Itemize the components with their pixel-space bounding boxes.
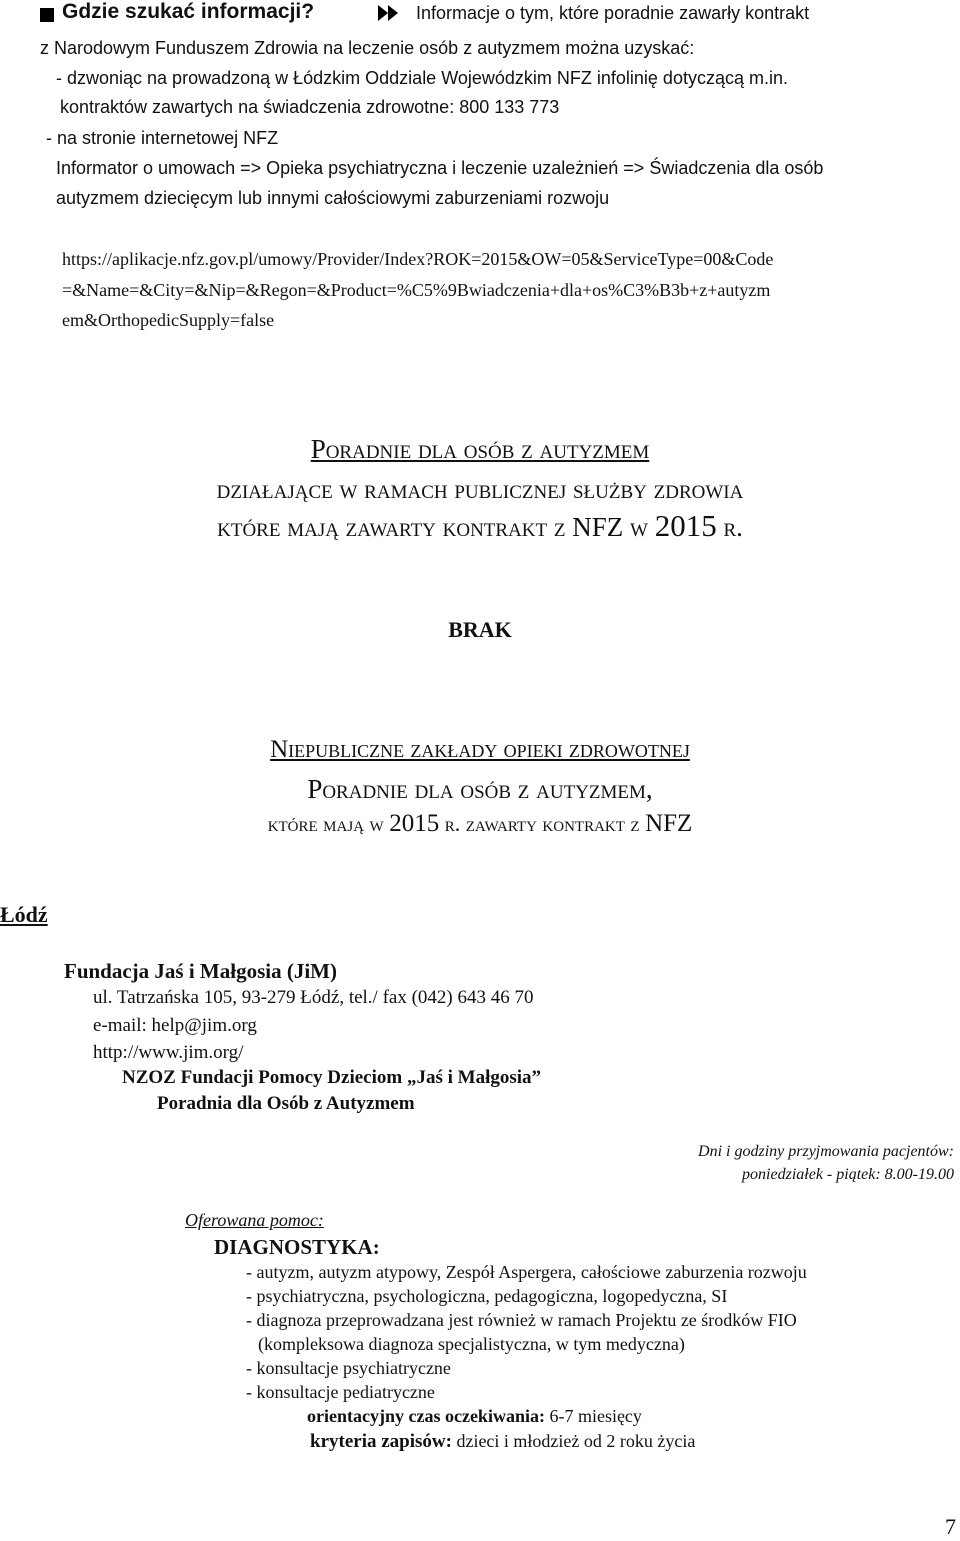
offer-label: Oferowana pomoc:	[185, 1210, 324, 1230]
city-heading: Łódź	[0, 902, 48, 927]
intro-lead: Informacje o tym, które poradnie zawarły kontrakt	[416, 3, 810, 23]
diagnostics-item: - psychiatryczna, psychologiczna, pedagogiczna, logopedyczna, SI	[246, 1286, 728, 1306]
public-heading-3: które mają zawarty kontrakt z NFZ w 2015 r.	[217, 508, 743, 543]
provider-name: Fundacja Jaś i Małgosia (JiM)	[64, 959, 337, 983]
provider-address: ul. Tatrzańska 105, 93-279 Łódź, tel./ fax (042) 643 46 70	[93, 987, 534, 1008]
intro-line: kontraktów zawartych na świadczenia zdrowotne: 800 133 773	[60, 97, 560, 117]
public-heading-1: Poradnie dla osób z autyzmem	[310, 434, 650, 464]
provider-nzoz: NZOZ Fundacji Pomocy Dzieciom „Jaś i Małgosia”	[122, 1067, 542, 1088]
criteria: kryteria zapisów: dzieci i młodzież od 2 roku życia	[310, 1431, 696, 1452]
bullet-square-icon	[40, 4, 54, 24]
nfz-url-line[interactable]: =&Name=&City=&Nip=&Regon=&Product=%C5%9Bwiadczenia+dla+os%C3%B3b+z+autyzm	[62, 280, 771, 300]
provider-email[interactable]: e-mail: help@jim.org	[93, 1015, 257, 1036]
intro-line: autyzmem dziecięcym lub innymi całościowymi zaburzeniami rozwoju	[56, 188, 610, 208]
private-heading-2: Poradnie dla osób z autyzmem,	[307, 774, 653, 804]
hours-label: Dni i godziny przyjmowania pacjentów:	[698, 1143, 954, 1160]
wait-time: orientacyjny czas oczekiwania: 6-7 miesięcy	[307, 1406, 642, 1426]
intro-line: Informator o umowach => Opieka psychiatryczna i leczenie uzależnień => Świadczenia dla osób	[56, 158, 824, 178]
nfz-url-line[interactable]: https://aplikacje.nfz.gov.pl/umowy/Provider/Index?ROK=2015&OW=05&ServiceType=00&Code	[62, 249, 774, 269]
diagnostics-item: - autyzm, autyzm atypowy, Zespół Aspergera, całościowe zaburzenia rozwoju	[246, 1262, 807, 1282]
intro-line: - dzwoniąc na prowadzoną w Łódzkim Oddziale Wojewódzkim NFZ infolinię dotyczącą m.in.	[56, 68, 788, 88]
page-number: 7	[945, 1514, 956, 1539]
hours-value: poniedziałek - piątek: 8.00-19.00	[742, 1166, 954, 1183]
provider-website[interactable]: http://www.jim.org/	[93, 1042, 244, 1063]
double-arrow-icon	[378, 5, 400, 26]
private-heading-3: które mają w 2015 r. zawarty kontrakt z NFZ	[267, 810, 693, 837]
diagnostics-label: DIAGNOSTYKA:	[214, 1235, 380, 1259]
diagnostics-item: - konsultacje pediatryczne	[246, 1382, 435, 1402]
public-result: BRAK	[448, 617, 512, 642]
info-title: Gdzie szukać informacji?	[62, 0, 315, 23]
provider-clinic: Poradnia dla Osób z Autyzmem	[157, 1093, 415, 1114]
diagnostics-item: (kompleksowa diagnoza specjalistyczna, w tym medyczna)	[258, 1334, 685, 1354]
nfz-url-line[interactable]: em&OrthopedicSupply=false	[62, 310, 275, 330]
public-heading-2: działające w ramach publicznej służby zdrowia	[216, 474, 744, 504]
private-heading-1: Niepubliczne zakłady opieki zdrowotnej	[270, 736, 690, 763]
intro-line: - na stronie internetowej NFZ	[46, 128, 279, 148]
diagnostics-item: - konsultacje psychiatryczne	[246, 1358, 451, 1378]
diagnostics-item: - diagnoza przeprowadzana jest również w ramach Projektu ze środków FIO	[246, 1310, 797, 1330]
intro-line: z Narodowym Funduszem Zdrowia na leczenie osób z autyzmem można uzyskać:	[40, 38, 695, 58]
